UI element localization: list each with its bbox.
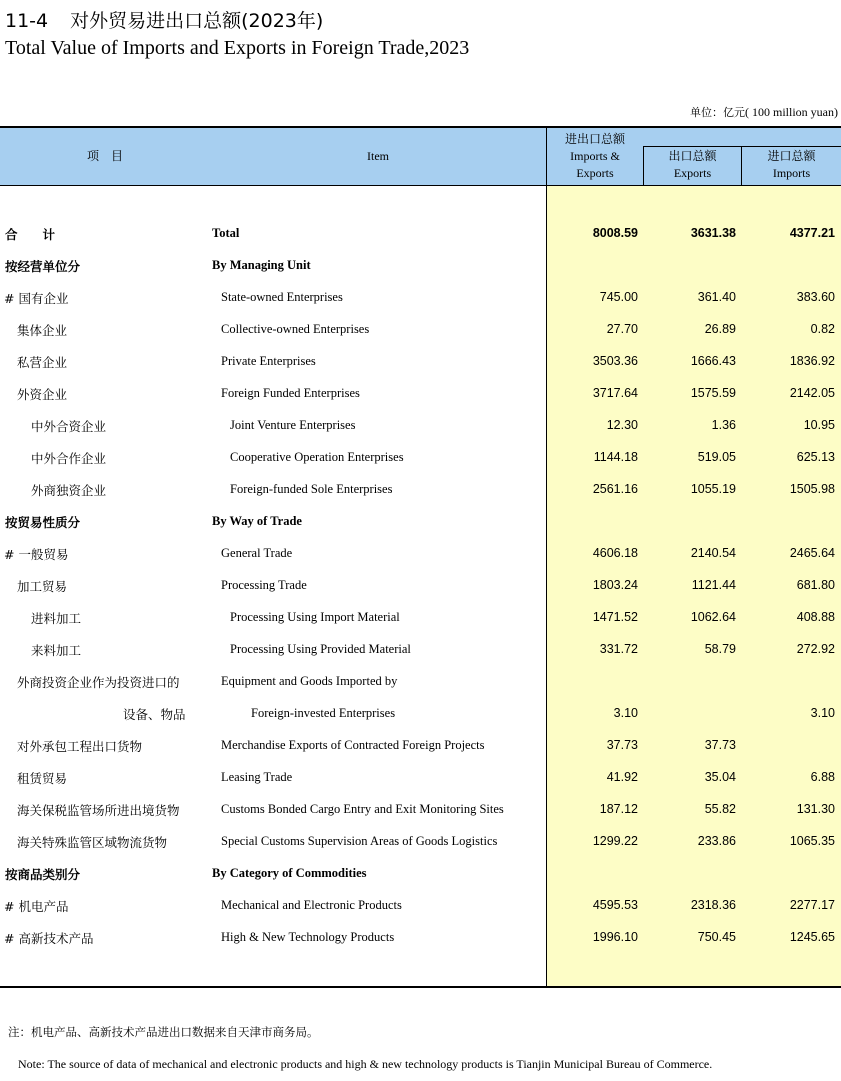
cell-exports: 3631.38 [690,226,736,240]
table-row [0,698,841,730]
header-total-en1: Imports & [570,149,620,163]
table-row [0,218,841,250]
table-row [0,602,841,634]
unit-cn: 单位：亿元 [690,106,745,119]
row-label-cn: 来料加工 [31,643,82,658]
footnote-en: Note: The source of data of mechanical and electronic products and high & new technology products is Tianjin Municipal Bureau of Commerce. [18,1057,713,1071]
cell-total: 1299.22 [592,834,638,848]
section-label-cn: 按贸易性质分 [5,515,81,530]
cell-exports: 35.04 [704,770,736,784]
table-row [0,570,841,602]
row-label-en: Cooperative Operation Enterprises [230,450,404,464]
table-row [0,666,841,698]
cell-imports: 131.30 [796,802,835,816]
row-label-cn: 海关保税监管场所进出境货物 [17,803,180,818]
row-label-cn: 外商独资企业 [31,483,107,498]
cell-total: 3.10 [613,706,638,720]
row-label-cn: 中外合资企业 [31,419,107,434]
row-label-en: Equipment and Goods Imported by [221,674,398,688]
cell-imports: 272.92 [796,642,835,656]
table-row [0,282,841,314]
header-exports [644,148,741,182]
row-label-en: State-owned Enterprises [221,290,343,304]
cell-total: 3717.64 [592,386,638,400]
page-title [5,6,323,33]
cell-imports: 3.10 [810,706,835,720]
header-imports-cn: 进口总额 [767,149,816,163]
row-label-en: High & New Technology Products [221,930,395,944]
table-row [0,442,841,474]
unit-en: ( 100 million yuan) [745,105,838,119]
cell-total: 745.00 [599,290,638,304]
header-total [547,131,643,182]
header-exports-cn: 出口总额 [668,149,717,163]
footnote-cn: 注：机电产品、高新技术产品进出口数据来自天津市商务局。 [8,1025,319,1039]
cell-exports: 233.86 [697,834,736,848]
row-label-en: Customs Bonded Cargo Entry and Exit Monitoring Sites [221,802,504,816]
cell-total: 37.73 [606,738,638,752]
cell-imports: 2465.64 [789,546,835,560]
title-cn: 对外贸易进出口总额(2023年) [70,10,324,32]
cell-imports: 1245.65 [789,930,835,944]
row-label-en: Joint Venture Enterprises [230,418,356,432]
row-label-cn: 合 计 [5,227,56,242]
row-label-cn: 进料加工 [31,611,82,626]
row-label-en: Processing Trade [221,578,307,592]
row-label-cn: 租赁贸易 [17,771,68,786]
section-label-en: By Managing Unit [212,258,311,272]
row-label-en: Collective-owned Enterprises [221,322,370,336]
cell-exports: 1666.43 [690,354,736,368]
row-label-cn: 集体企业 [17,323,68,338]
cell-imports: 1836.92 [789,354,835,368]
cell-imports: 408.88 [796,610,835,624]
cell-imports: 6.88 [810,770,835,784]
row-label-cn: # 一般贸易 [4,547,69,562]
cell-exports: 750.45 [697,930,736,944]
cell-exports: 37.73 [704,738,736,752]
cell-exports: 2140.54 [690,546,736,560]
cell-imports: 1065.35 [789,834,835,848]
cell-total: 1996.10 [592,930,638,944]
cell-imports: 681.80 [796,578,835,592]
row-label-cn: 外商投资企业作为投资进口的 [17,675,180,690]
row-label-en: Processing Using Import Material [230,610,400,624]
cell-exports: 1121.44 [691,578,736,592]
data-table [0,126,841,988]
table-row [0,314,841,346]
cell-total: 1471.52 [592,610,638,624]
cell-total: 8008.59 [592,226,638,240]
table-number: 11-4 [5,10,49,32]
row-label-en: Foreign-funded Sole Enterprises [230,482,393,496]
table-row [0,922,841,954]
cell-exports: 2318.36 [690,898,736,912]
header-item-cn: 项 目 [86,149,123,163]
row-label-en: Merchandise Exports of Contracted Foreign Projects [221,738,485,752]
cell-exports: 1055.19 [690,482,736,496]
row-label-en: Foreign-invested Enterprises [251,706,396,720]
cell-imports: 10.95 [803,418,835,432]
header-total-en2: Exports [576,166,614,180]
row-label-en: Processing Using Provided Material [230,642,411,656]
section-label-en: By Category of Commodities [212,866,367,880]
row-label-cn: # 机电产品 [4,899,69,914]
cell-exports: 26.89 [704,322,736,336]
table-row [0,538,841,570]
table-row [0,506,841,538]
cell-imports: 1505.98 [789,482,835,496]
header-subdivider [643,146,841,147]
cell-total: 27.70 [606,322,638,336]
row-label-cn: 海关特殊监管区域物流货物 [17,835,168,850]
table-row [0,410,841,442]
cell-imports: 2277.17 [789,898,835,912]
cell-total: 1144.18 [593,450,638,464]
cell-exports: 1575.59 [690,386,736,400]
row-label-cn: 中外合作企业 [31,451,107,466]
row-label-cn: # 高新技术产品 [4,931,94,946]
cell-imports: 4377.21 [789,226,835,240]
header-imports [742,148,841,182]
table-row [0,890,841,922]
cell-total: 12.30 [606,418,638,432]
page-subtitle: Total Value of Imports and Exports in Foreign Trade,2023 [5,37,470,59]
table-row [0,346,841,378]
cell-exports: 1.36 [711,418,736,432]
row-label-cn: 私营企业 [17,355,68,370]
table-row [0,794,841,826]
cell-imports: 2142.05 [789,386,835,400]
row-label-en: General Trade [221,546,293,560]
cell-exports: 519.05 [697,450,736,464]
row-label-en: Total [212,226,240,240]
row-label-cn: 对外承包工程出口货物 [17,739,143,754]
header-exports-en: Exports [673,166,712,180]
cell-exports: 1062.64 [690,610,736,624]
cell-imports: 0.82 [810,322,835,336]
row-label-cn: 外资企业 [17,387,68,402]
cell-total: 1803.24 [592,578,638,592]
row-label-en: Special Customs Supervision Areas of Goods Logistics [221,834,498,848]
row-label-cn: 加工贸易 [17,579,68,594]
section-label-cn: 按经营单位分 [5,259,81,274]
section-label-cn: 按商品类别分 [5,867,81,882]
unit-note [690,104,838,120]
cell-exports: 361.40 [697,290,736,304]
cell-exports: 58.79 [704,642,736,656]
row-label-cn: # 国有企业 [4,291,69,306]
cell-total: 4606.18 [592,546,638,560]
table-row [0,858,841,890]
header-imports-en: Imports [772,166,811,180]
header-item-en: Item [367,149,389,163]
row-label-en: Private Enterprises [221,354,316,368]
table-row [0,730,841,762]
table-row [0,474,841,506]
row-label-en: Mechanical and Electronic Products [221,898,402,912]
row-label-en: Leasing Trade [221,770,293,784]
cell-total: 4595.53 [592,898,638,912]
cell-exports: 55.82 [704,802,736,816]
cell-imports: 383.60 [796,290,835,304]
table-row [0,250,841,282]
table-row [0,378,841,410]
cell-total: 331.72 [599,642,638,656]
row-label-cn: 设备、物品 [123,707,186,722]
cell-imports: 625.13 [796,450,835,464]
table-row [0,826,841,858]
cell-total: 3503.36 [592,354,638,368]
table-row [0,634,841,666]
header-total-cn: 进出口总额 [564,132,625,146]
cell-total: 2561.16 [592,482,638,496]
table-row [0,762,841,794]
section-label-en: By Way of Trade [212,514,302,528]
cell-total: 187.12 [599,802,638,816]
cell-total: 41.92 [606,770,638,784]
row-label-en: Foreign Funded Enterprises [221,386,360,400]
